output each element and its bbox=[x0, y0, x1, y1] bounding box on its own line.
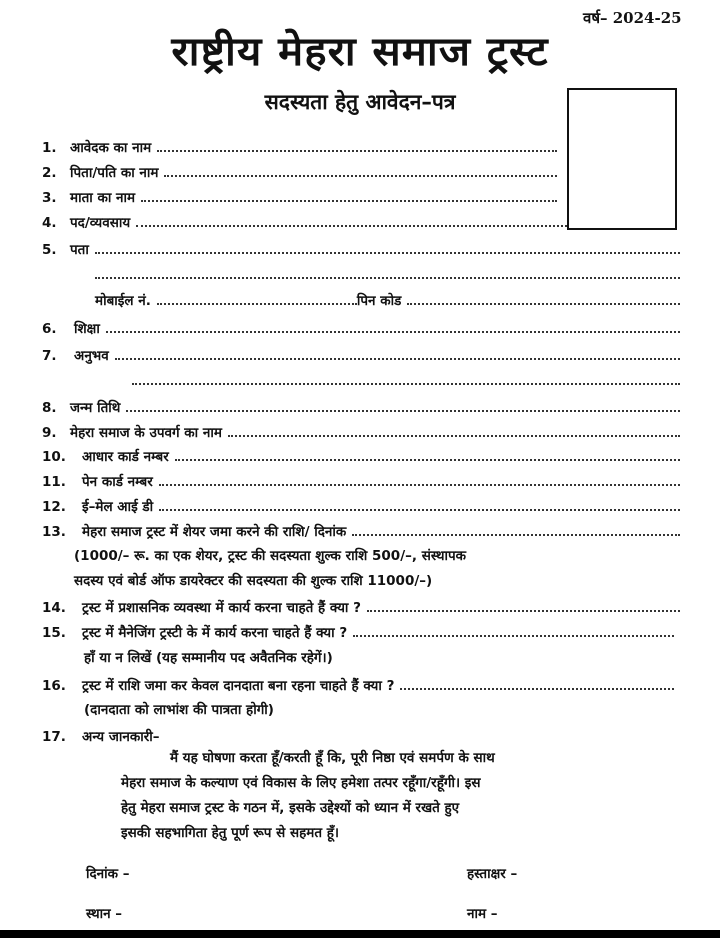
field-other-info: 17. अन्य जानकारी– bbox=[42, 729, 160, 745]
field-label: आधार कार्ड नम्बर bbox=[82, 449, 169, 465]
field-mobile-pin[interactable] bbox=[95, 291, 680, 309]
field-admin-role[interactable]: 14. ट्रस्ट में प्रशासनिक व्यवस्था में कार्य करना चाहते हैं क्या ? bbox=[42, 598, 680, 616]
form-title: राष्ट्रीय मेहरा समाज ट्रस्ट bbox=[171, 29, 549, 75]
field-label: माता का नाम bbox=[70, 190, 136, 206]
donor-note: (दानदाता को लाभांश की पात्रता होगी) bbox=[84, 702, 274, 718]
field-aadhaar[interactable]: 10. आधार कार्ड नम्बर bbox=[42, 447, 680, 465]
fill-line[interactable] bbox=[157, 139, 557, 152]
fill-line[interactable] bbox=[175, 448, 680, 461]
field-address[interactable]: 5. पता bbox=[42, 240, 680, 258]
share-note-line-2: सदस्य एवं बोर्ड ऑफ डायरेक्टर की सदस्यता की शुल्क राशि 11000/–) bbox=[74, 573, 433, 589]
declaration-line-4: इसकी सहभागिता हेतु पूर्ण रूप से सहमत हूँ। bbox=[121, 825, 340, 841]
session-year: वर्ष– 2024-25 bbox=[583, 9, 682, 27]
field-father-name[interactable]: 2. पिता/पति का नाम bbox=[42, 163, 557, 181]
name-field[interactable]: नाम – bbox=[467, 906, 498, 922]
photo-box bbox=[567, 88, 677, 230]
fill-line[interactable] bbox=[106, 320, 680, 333]
field-label: ट्रस्ट में प्रशासनिक व्यवस्था में कार्य करना चाहते हैं क्या ? bbox=[82, 600, 361, 616]
page-bottom-border bbox=[0, 930, 720, 938]
experience-line-2[interactable] bbox=[132, 372, 680, 385]
field-mother-name[interactable]: 3. माता का नाम bbox=[42, 188, 557, 206]
field-share-amount[interactable]: 13. मेहरा समाज ट्रस्ट में शेयर जमा करने की राशि/ दिनांक bbox=[42, 522, 680, 540]
field-label: शिक्षा bbox=[74, 321, 100, 337]
field-label: अन्य जानकारी– bbox=[82, 729, 160, 745]
field-label: पेन कार्ड नम्बर bbox=[82, 474, 153, 490]
fill-line[interactable] bbox=[95, 266, 680, 279]
field-label: मेहरा समाज के उपवर्ग का नाम bbox=[70, 425, 222, 441]
field-label: पिता/पति का नाम bbox=[70, 165, 159, 181]
fill-line[interactable] bbox=[159, 498, 680, 511]
fill-line[interactable] bbox=[126, 399, 680, 412]
mobile-label: मोबाईल नं. bbox=[95, 293, 151, 309]
declaration-line-3: हेतु मेहरा समाज ट्रस्ट के गठन में, इसके उद्देश्यों को ध्यान में रखते हुए bbox=[121, 800, 460, 816]
field-applicant-name[interactable]: 1. आवेदक का नाम bbox=[42, 138, 557, 156]
fill-line[interactable] bbox=[132, 372, 680, 385]
fill-line[interactable] bbox=[164, 164, 557, 177]
fill-line[interactable] bbox=[400, 677, 674, 690]
fill-line[interactable] bbox=[367, 599, 680, 612]
field-label: पद/व्यवसाय bbox=[70, 215, 131, 231]
field-label: पता bbox=[70, 242, 89, 258]
fill-line[interactable] bbox=[352, 523, 680, 536]
field-education[interactable]: 6. शिक्षा bbox=[42, 319, 680, 337]
field-occupation[interactable]: 4. पद/व्यवसाय bbox=[42, 213, 567, 231]
field-pan[interactable]: 11. पेन कार्ड नम्बर bbox=[42, 472, 680, 490]
pin-label: पिन कोड bbox=[356, 293, 402, 309]
field-label: ट्रस्ट में राशि जमा कर केवल दानदाता बना रहना चाहते हैं क्या ? bbox=[82, 678, 395, 694]
field-label: जन्म तिथि bbox=[70, 400, 121, 416]
address-line-2[interactable] bbox=[95, 266, 680, 279]
fill-line[interactable] bbox=[136, 214, 567, 227]
form-subtitle: सदस्यता हेतु आवेदन–पत्र bbox=[264, 90, 456, 114]
field-donor-only[interactable]: 16. ट्रस्ट में राशि जमा कर केवल दानदाता बना रहना चाहते हैं क्या ? bbox=[42, 676, 674, 694]
fill-line[interactable] bbox=[141, 189, 557, 202]
fill-line[interactable] bbox=[159, 473, 680, 486]
fill-line[interactable] bbox=[95, 241, 680, 254]
field-label: मेहरा समाज ट्रस्ट में शेयर जमा करने की राशि/ दिनांक bbox=[82, 524, 347, 540]
fill-line[interactable] bbox=[115, 347, 680, 360]
field-managing-trustee[interactable]: 15. ट्रस्ट में मैनेजिंग ट्रस्टी के में कार्य करना चाहते हैं क्या ? bbox=[42, 623, 674, 641]
field-label: ट्रस्ट में मैनेजिंग ट्रस्टी के में कार्य करना चाहते हैं क्या ? bbox=[82, 625, 348, 641]
signature-field[interactable]: हस्ताक्षर – bbox=[467, 866, 518, 882]
field-label: अनुभव bbox=[74, 348, 109, 364]
mobile-fill-line[interactable] bbox=[157, 292, 357, 305]
pin-fill-line[interactable] bbox=[407, 292, 680, 305]
fill-line[interactable] bbox=[353, 624, 674, 637]
field-subcaste[interactable]: 9. मेहरा समाज के उपवर्ग का नाम bbox=[42, 423, 680, 441]
field-experience[interactable]: 7. अनुभव bbox=[42, 346, 680, 364]
declaration-line-2: मेहरा समाज के कल्याण एवं विकास के लिए हमेशा तत्पर रहूँगा/रहूँगी। इस bbox=[121, 775, 481, 791]
fill-line[interactable] bbox=[228, 424, 680, 437]
field-label: आवेदक का नाम bbox=[70, 140, 152, 156]
share-note-line-1: (1000/– रू. का एक शेयर, ट्रस्ट की सदस्यता शुल्क राशि 500/–, संस्थापक bbox=[74, 548, 466, 564]
managing-trustee-note: हाँ या न लिखें (यह सम्मानीय पद अवैतनिक रहेगें।) bbox=[84, 650, 333, 666]
declaration-line-1: मैं यह घोषणा करता हूँ/करती हूँ कि, पूरी निष्ठा एवं समर्पण के साथ bbox=[170, 750, 495, 766]
date-field[interactable]: दिनांक – bbox=[86, 866, 130, 882]
place-field[interactable]: स्थान – bbox=[86, 906, 123, 922]
field-email[interactable]: 12. ई–मेल आई डी bbox=[42, 497, 680, 515]
field-birth-date[interactable]: 8. जन्म तिथि bbox=[42, 398, 680, 416]
field-label: ई–मेल आई डी bbox=[82, 499, 154, 515]
